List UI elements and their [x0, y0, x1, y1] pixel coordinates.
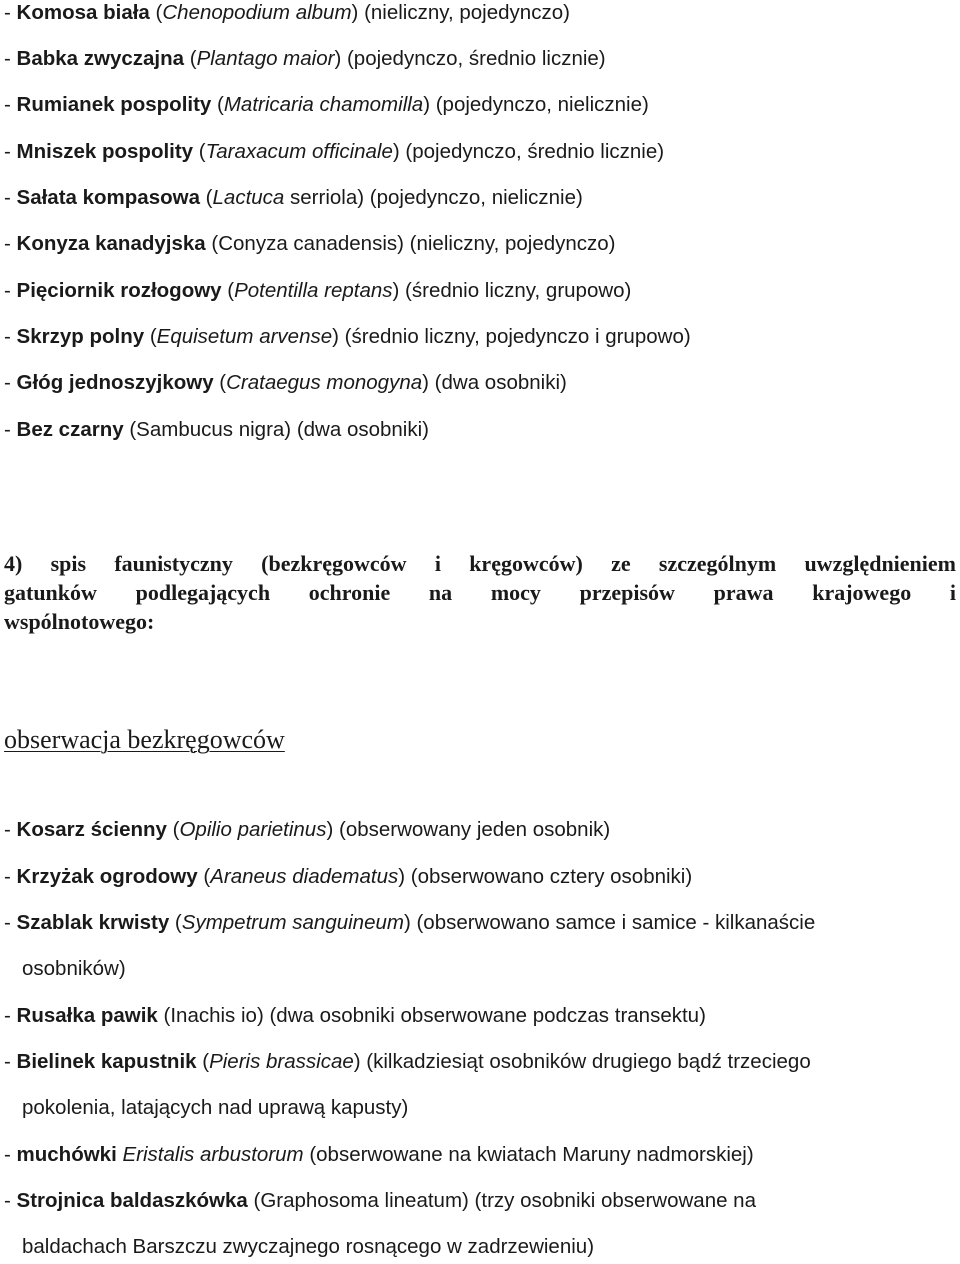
- list-item: - Strojnica baldaszkówka (Graphosoma lineatum) (trzy osobniki obserwowane na: [4, 1189, 756, 1212]
- latin-name: Chenopodium album: [162, 1, 352, 24]
- list-item: - Konyza kanadyjska (Conyza canadensis) (nieliczny, pojedynczo): [4, 232, 616, 255]
- list-item: - Bez czarny (Sambucus nigra) (dwa osobniki): [4, 418, 429, 441]
- latin-name: Crataegus monogyna: [226, 371, 423, 394]
- latin-name: Sympetrum sanguineum: [181, 911, 404, 934]
- list-item: - Krzyżak ogrodowy (Araneus diadematus) (obserwowano cztery osobniki): [4, 865, 693, 888]
- latin-name: Opilio parietinus: [179, 818, 327, 841]
- item-dash: -: [4, 186, 17, 209]
- item-dash: -: [4, 279, 17, 302]
- item-dash: -: [4, 1143, 17, 1166]
- list-item: - Mniszek pospolity (Taraxacum officinale) (pojedynczo, średnio licznie): [4, 140, 665, 163]
- species-name: Rusałka pawik: [16, 1004, 158, 1027]
- species-name: Kosarz ścienny: [16, 818, 167, 841]
- latin-name: Taraxacum officinale: [205, 140, 393, 163]
- item-dash: -: [4, 93, 17, 116]
- latin-name: Pieris brassicae: [209, 1050, 354, 1073]
- species-name: Głóg jednoszyjkowy: [16, 371, 214, 394]
- list-item: - Babka zwyczajna (Plantago maior) (pojedynczo, średnio licznie): [4, 47, 606, 70]
- item-dash: -: [4, 140, 17, 163]
- list-item: - Rusałka pawik (Inachis io) (dwa osobniki obserwowane podczas transektu): [4, 1004, 706, 1027]
- list-item-continuation: osobników): [22, 957, 126, 980]
- list-item: - Bielinek kapustnik (Pieris brassicae) (kilkadziesiąt osobników drugiego bądź trzeciego: [4, 1050, 811, 1073]
- item-dash: -: [4, 911, 17, 934]
- list-item: - Skrzyp polny (Equisetum arvense) (średnio liczny, pojedynczo i grupowo): [4, 325, 691, 348]
- species-name: Mniszek pospolity: [16, 140, 194, 163]
- species-name: Babka zwyczajna: [16, 47, 185, 70]
- list-item-continuation: baldachach Barszczu zwyczajnego rosnącego w zadrzewieniu): [22, 1235, 595, 1258]
- list-item: - Szablak krwisty (Sympetrum sanguineum) (obserwowano samce i samice - kilkanaście: [4, 911, 816, 934]
- item-dash: -: [4, 1189, 17, 1212]
- item-dash: -: [4, 47, 17, 70]
- item-dash: -: [4, 1004, 17, 1027]
- species-name: Bielinek kapustnik: [16, 1050, 197, 1073]
- latin-name: Potentilla reptans: [234, 279, 393, 302]
- list-item: - Głóg jednoszyjkowy (Crataegus monogyna) (dwa osobniki): [4, 371, 567, 394]
- list-item-continuation: pokolenia, latających nad uprawą kapusty): [22, 1096, 409, 1119]
- species-name: Komosa biała: [16, 1, 150, 24]
- section-heading-line: wspólnotowego:: [4, 609, 155, 634]
- species-name: Konyza kanadyjska: [16, 232, 206, 255]
- item-dash: -: [4, 325, 17, 348]
- item-dash: -: [4, 1, 17, 24]
- section-heading-line: gatunków podlegających ochronie na mocy przepisów prawa krajowego i: [4, 580, 956, 605]
- list-item: - Pięciornik rozłogowy (Potentilla reptans) (średnio liczny, grupowo): [4, 279, 632, 302]
- latin-name: Eristalis arbustorum: [122, 1143, 304, 1166]
- species-name: Rumianek pospolity: [16, 93, 212, 116]
- list-item: - Komosa biała (Chenopodium album) (nieliczny, pojedynczo): [4, 1, 570, 24]
- species-name: Pięciornik rozłogowy: [16, 279, 222, 302]
- latin-name: Lactuca: [212, 186, 285, 209]
- subheading: obserwacja bezkręgowców: [4, 725, 285, 754]
- latin-name: Plantago maior: [196, 47, 335, 70]
- item-dash: -: [4, 371, 17, 394]
- item-dash: -: [4, 818, 17, 841]
- species-name: Bez czarny: [16, 418, 124, 441]
- list-item: - Rumianek pospolity (Matricaria chamomilla) (pojedynczo, nielicznie): [4, 93, 649, 116]
- item-dash: -: [4, 418, 17, 441]
- species-name: Strojnica baldaszkówka: [16, 1189, 248, 1212]
- list-item: - Kosarz ścienny (Opilio parietinus) (obserwowany jeden osobnik): [4, 818, 611, 841]
- species-name: muchówki: [16, 1143, 117, 1166]
- list-item: - Sałata kompasowa (Lactuca serriola) (pojedynczo, nielicznie): [4, 186, 583, 209]
- list-item: - muchówki Eristalis arbustorum (obserwowane na kwiatach Maruny nadmorskiej): [4, 1143, 754, 1166]
- item-dash: -: [4, 865, 17, 888]
- section-heading-line: 4) spis faunistyczny (bezkręgowców i kręgowców) ze szczególnym uwzględnieniem: [4, 551, 956, 576]
- latin-name: Matricaria chamomilla: [223, 93, 424, 116]
- species-name: Sałata kompasowa: [16, 186, 200, 209]
- item-dash: -: [4, 1050, 17, 1073]
- item-dash: -: [4, 232, 17, 255]
- latin-name: Equisetum arvense: [156, 325, 333, 348]
- species-name: Szablak krwisty: [16, 911, 170, 934]
- species-name: Skrzyp polny: [16, 325, 145, 348]
- latin-name: Araneus diadematus: [210, 865, 399, 888]
- species-name: Krzyżak ogrodowy: [16, 865, 198, 888]
